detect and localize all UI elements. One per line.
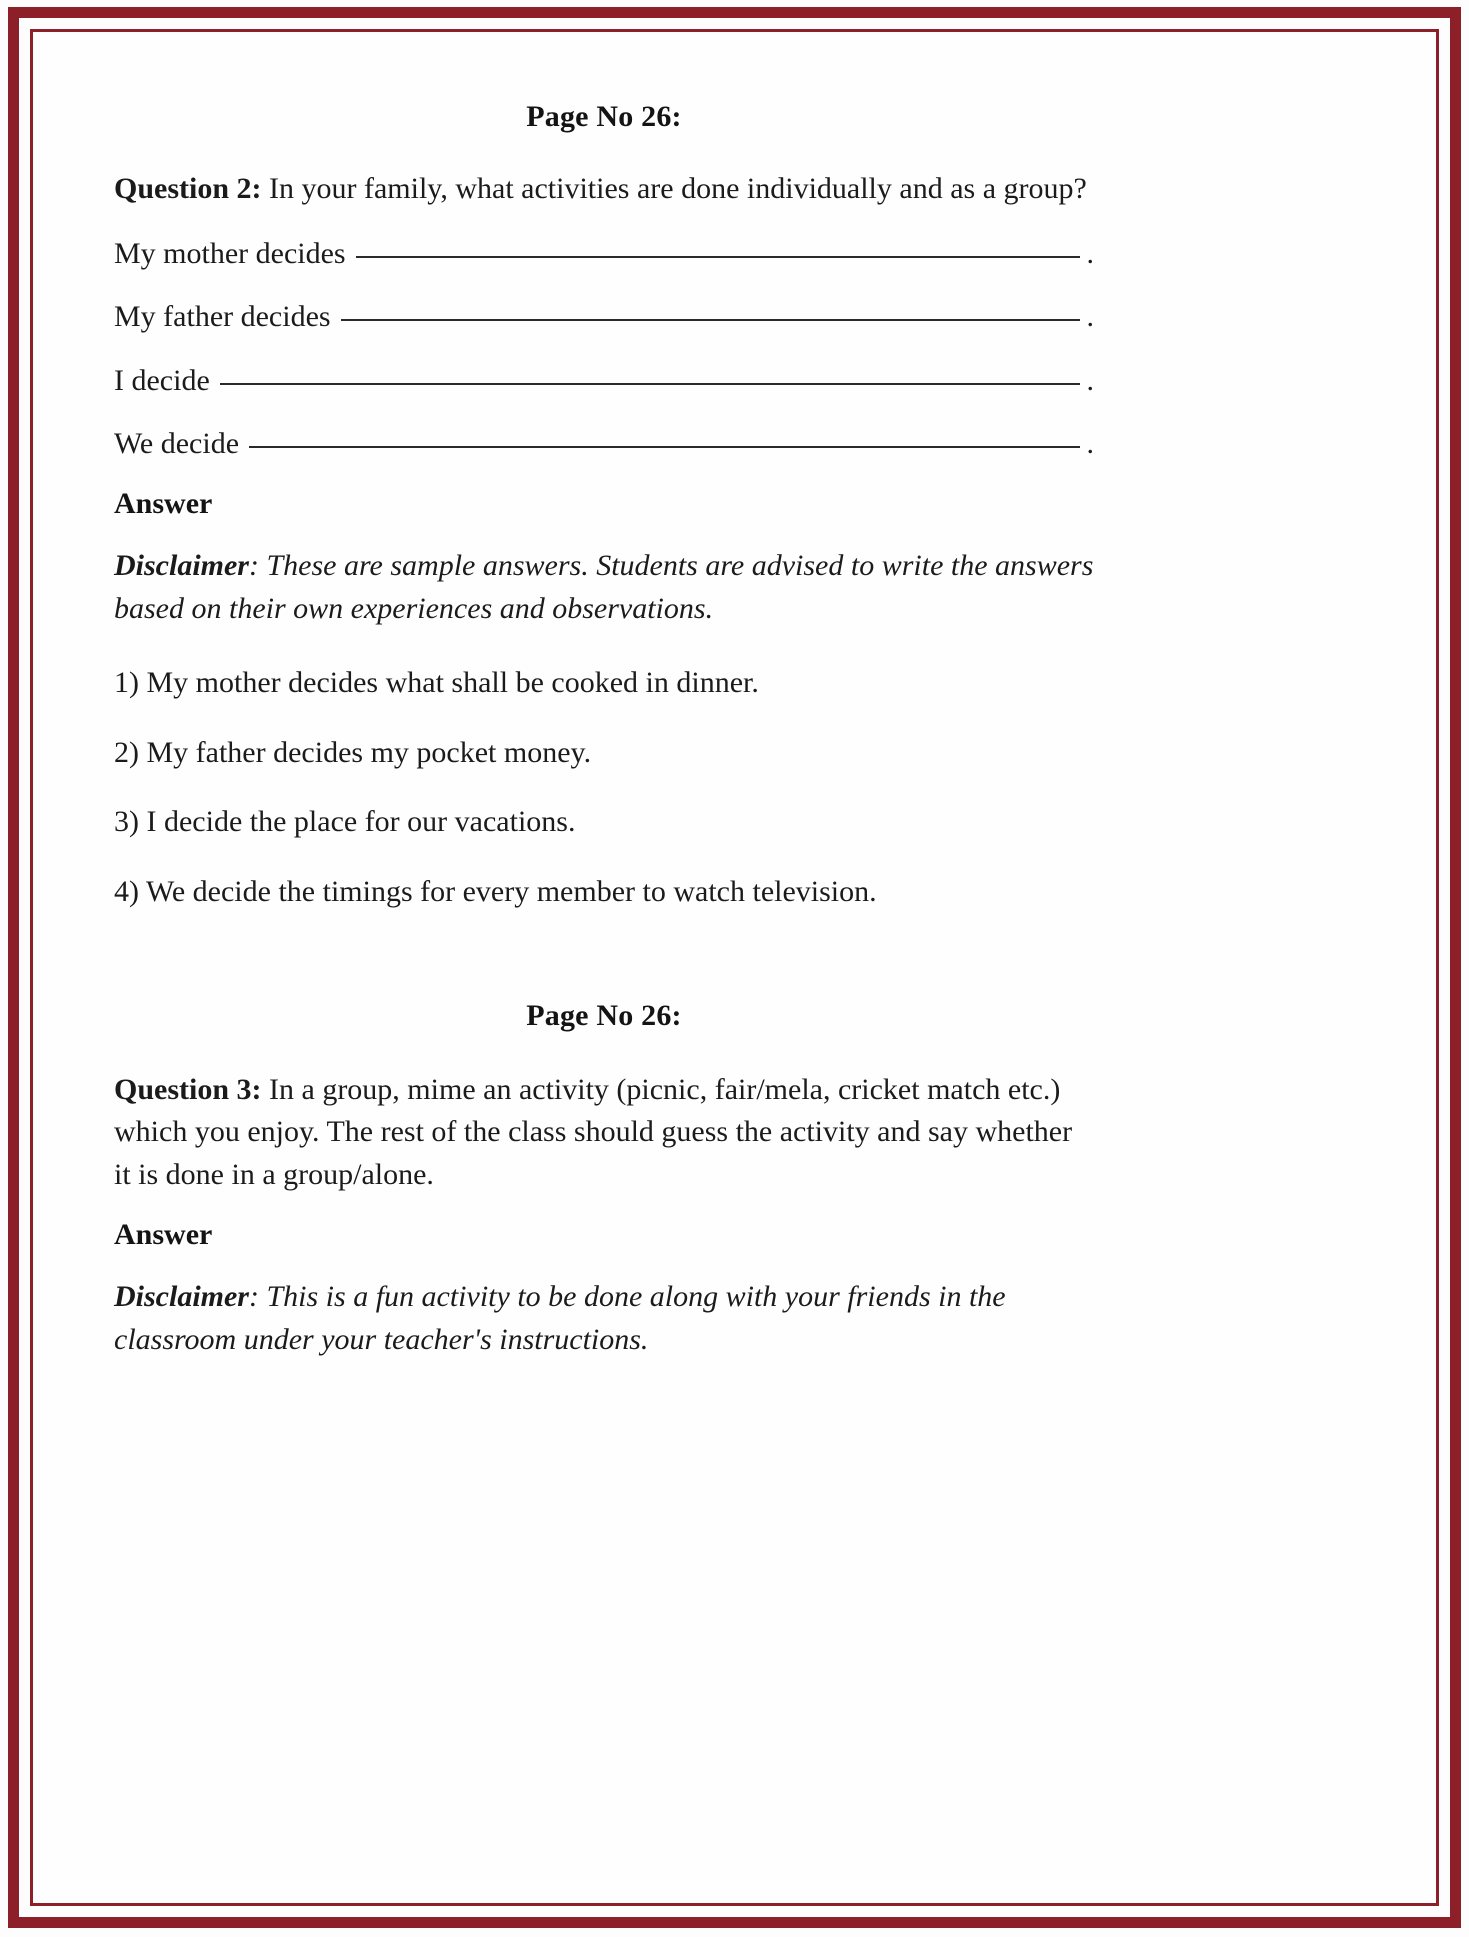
- section-gap: [114, 941, 1094, 999]
- question-3-paragraph: [114, 1069, 1094, 1197]
- disclaimer-label-question-2: Disclaimer: [114, 548, 249, 582]
- page-number-heading: Page No 26:: [526, 998, 682, 1032]
- blank-label-we-decide: We decide: [114, 427, 240, 461]
- section-question-3: [114, 999, 1094, 1362]
- answer-item: 2) My father decides my pocket money.: [114, 735, 592, 769]
- answer-item: 4) We decide the timings for every member to watch television.: [114, 874, 877, 908]
- answer-item: 1) My mother decides what shall be cooked in dinner.: [114, 666, 759, 700]
- question-3-text: In a group, mime an activity (picnic, fair/mela, cricket match etc.) which you enjoy. The rest of the class should guess the activity and say whether it is done in a group/alone.: [114, 1072, 1073, 1191]
- question-2-label: Question 2:: [114, 172, 262, 205]
- page-content: [114, 100, 1094, 1388]
- page-number-heading: Page No 26:: [526, 100, 682, 133]
- question-2-text: In your family, what activities are done individually and as a group?: [261, 172, 1087, 205]
- blank-end-we-decide: .: [1086, 427, 1094, 461]
- blank-row-father: [114, 296, 1094, 339]
- disclaimer-label-question-3: Disclaimer: [114, 1280, 249, 1314]
- blank-line-we-decide[interactable]: [249, 445, 1079, 448]
- blank-end-mother: .: [1086, 236, 1094, 270]
- blank-label-father: My father decides: [114, 300, 331, 334]
- blank-label-mother: My mother decides: [114, 236, 346, 270]
- disclaimer-question-3: [114, 1276, 1094, 1361]
- blank-row-i-decide: [114, 360, 1094, 403]
- blank-end-i-decide: .: [1086, 363, 1094, 397]
- question-2-paragraph: [114, 168, 1094, 211]
- blank-row-we-decide: [114, 423, 1094, 466]
- blank-row-mother: [114, 233, 1094, 276]
- blank-line-father[interactable]: [341, 318, 1080, 321]
- blank-end-father: .: [1086, 300, 1094, 334]
- section-question-2: [114, 100, 1094, 914]
- disclaimer-question-2: [114, 545, 1094, 630]
- page-paper: [36, 35, 1433, 1900]
- answer-heading-question-2: Answer: [114, 486, 213, 520]
- answer-heading-question-3: Answer: [114, 1218, 213, 1252]
- blank-label-i-decide: I decide: [114, 363, 210, 397]
- question-3-label: Question 3:: [114, 1072, 262, 1106]
- blank-line-i-decide[interactable]: [220, 382, 1080, 385]
- disclaimer-text-question-2: : These are sample answers. Students are advised to write the answers based on their own experiences and observations.: [114, 548, 1094, 625]
- answer-item: 3) I decide the place for our vacations.: [114, 805, 576, 839]
- disclaimer-text-question-3: : This is a fun activity to be done along with your friends in the classroom under your teacher's instructions.: [114, 1280, 1006, 1356]
- blank-line-mother[interactable]: [356, 255, 1080, 258]
